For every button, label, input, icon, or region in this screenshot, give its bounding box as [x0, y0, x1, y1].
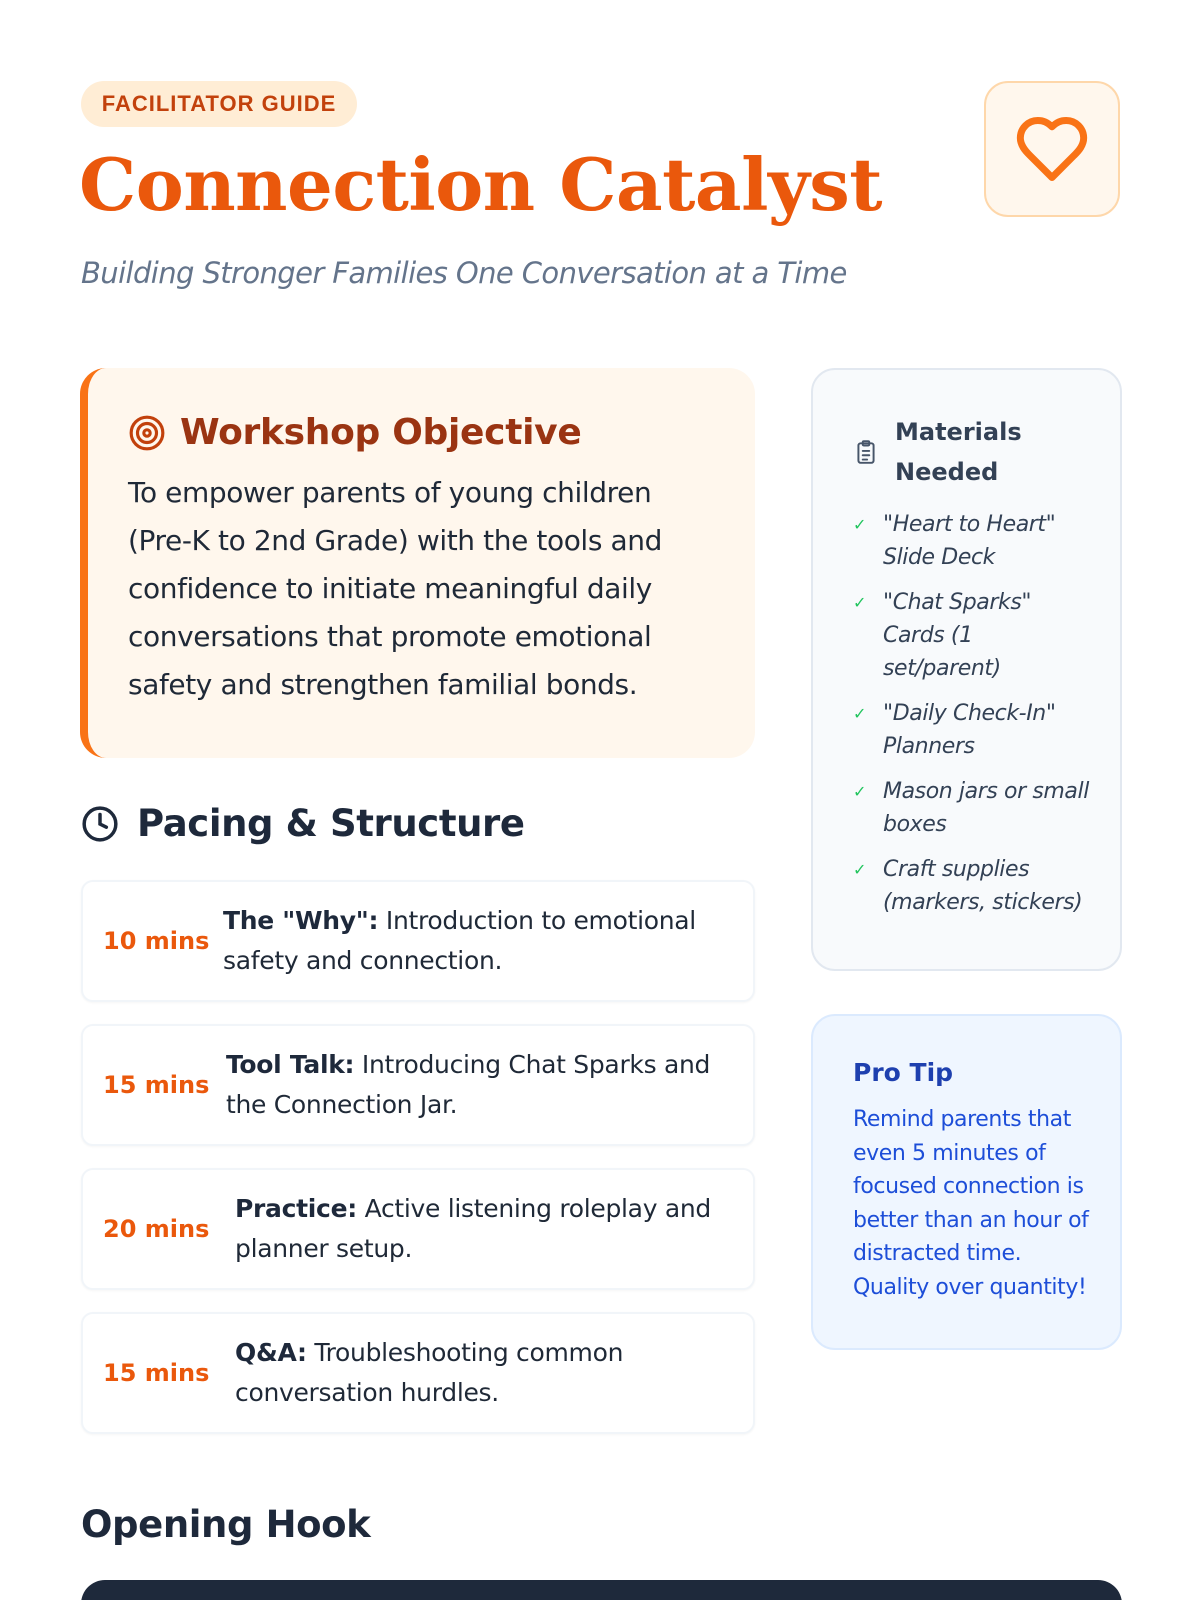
page-subtitle: Building Stronger Families One Conversation at a Time: [81, 256, 847, 290]
pacing-time: 10 mins: [103, 927, 210, 955]
pro-tip-card: [811, 1014, 1122, 1350]
pacing-item: [81, 1168, 755, 1290]
target-icon: [128, 414, 166, 452]
check-icon: ✓: [853, 782, 867, 801]
list-item: ✓ "Daily Check-In" Planners: [853, 697, 1092, 763]
list-item: ✓ Craft supplies (markers, stickers): [853, 853, 1092, 919]
list-item: ✓ "Heart to Heart" Slide Deck: [853, 508, 1092, 574]
list-item: ✓ "Chat Sparks" Cards (1 set/parent): [853, 586, 1092, 685]
pacing-header: [81, 802, 525, 845]
pacing-description: Practice: Active listening roleplay and planner setup.: [235, 1194, 711, 1263]
materials-card: [811, 368, 1122, 971]
page-title: Connection Catalyst: [79, 142, 883, 227]
materials-title: Materials Needed: [895, 418, 1022, 486]
pacing-time: 15 mins: [103, 1071, 210, 1099]
check-icon: ✓: [853, 860, 867, 879]
pacing-title: Pacing & Structure: [137, 802, 525, 845]
clipboard-icon: [853, 439, 879, 465]
materials-list: [853, 508, 1092, 919]
pacing-description: The "Why": Introduction to emotional safety and connection.: [223, 906, 696, 975]
pacing-item: [81, 1024, 755, 1146]
guide-badge: FACILITATOR GUIDE: [81, 81, 357, 127]
opening-hook-box: [81, 1580, 1122, 1600]
pacing-description: Q&A: Troubleshooting common conversation hurdles.: [235, 1338, 624, 1407]
pro-tip-title: Pro Tip: [853, 1058, 954, 1087]
pacing-item: [81, 880, 755, 1002]
pro-tip-text: Remind parents that even 5 minutes of focused connection is better than an hour of distracted time. Quality over quantity!: [853, 1107, 1089, 1300]
objective-text: To empower parents of young children (Pre-K to 2nd Grade) with the tools and confidence to initiate meaningful daily conversations that promote emotional safety and strengthen familial bonds.: [128, 476, 662, 701]
pacing-time: 20 mins: [103, 1215, 210, 1243]
list-item: ✓ Mason jars or small boxes: [853, 775, 1092, 841]
clock-icon: [81, 805, 119, 843]
heart-icon: [1014, 111, 1090, 187]
pacing-item: [81, 1312, 755, 1434]
pacing-description: Tool Talk: Introducing Chat Sparks and the Connection Jar.: [226, 1050, 711, 1119]
opening-hook-title: Opening Hook: [81, 1503, 371, 1546]
heart-icon-box: [984, 81, 1120, 217]
pacing-time: 15 mins: [103, 1359, 210, 1387]
check-icon: ✓: [853, 704, 867, 723]
workshop-objective-card: [80, 368, 755, 758]
objective-title: Workshop Objective: [180, 412, 582, 453]
check-icon: ✓: [853, 593, 867, 612]
check-icon: ✓: [853, 515, 867, 534]
